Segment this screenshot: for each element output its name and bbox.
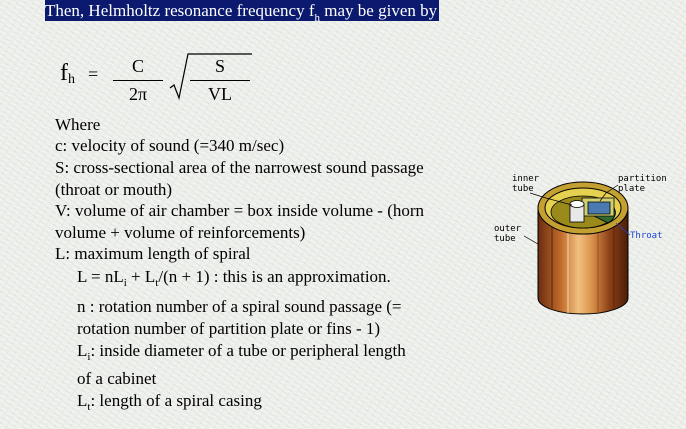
highlighted-heading	[45, 0, 439, 24]
l-definition: L: maximum length of spiral	[55, 244, 251, 263]
formula-lhs-subscript: h	[68, 72, 75, 87]
formula-fraction-c-over-2pi	[113, 56, 163, 105]
formula-fraction-s-over-vl	[190, 56, 250, 105]
label-throat: Throat	[630, 231, 663, 241]
li-definition-line1: $L_i$: inside diameter of a tube or peripheral length	[77, 341, 406, 363]
fraction-bar	[113, 80, 163, 81]
c-definition: c: velocity of sound (=340 m/sec)	[55, 136, 285, 155]
label-outer-tube: outer tube	[494, 224, 522, 244]
heading-tail: may be given by	[320, 1, 438, 20]
n-definition-line2: rotation number of partition plate or fins - 1)	[77, 319, 381, 338]
label-inner-tube: inner tube	[512, 174, 540, 194]
fraction-denominator: VL	[208, 84, 232, 104]
lt-definition: $L_t$: length of a spiral casing	[77, 391, 262, 413]
li-definition-line2: of a cabinet	[77, 369, 157, 388]
spiral-tube-diagram	[490, 168, 680, 328]
s-definition-line1: S: cross-sectional area of the narrowest sound passage	[55, 158, 424, 177]
fraction-denominator: 2π	[128, 84, 148, 104]
formula-lhs: $f_h$	[60, 60, 75, 87]
heading-text: Then, Helmholtz resonance frequency f	[45, 1, 315, 20]
formula-equals: =	[88, 64, 99, 84]
fraction-bar	[190, 80, 250, 81]
v-definition-line2: volume + volume of reinforcements)	[55, 223, 306, 242]
fraction-numerator: C	[131, 56, 144, 76]
heading-subscript: h	[314, 12, 321, 24]
where-label: Where	[55, 115, 101, 134]
n-definition-line1: n : rotation number of a spiral sound passage (=	[77, 297, 402, 316]
s-definition-line2: (throat or mouth)	[55, 180, 173, 199]
label-partition-plate: partition plate	[618, 174, 667, 194]
fraction-numerator: S	[214, 56, 225, 76]
l-equation: $L = nL_i + L_t/(n + 1)$ : this is an approximation.	[77, 267, 391, 289]
v-definition-line1: V: volume of air chamber = box inside volume - (horn	[55, 201, 425, 220]
